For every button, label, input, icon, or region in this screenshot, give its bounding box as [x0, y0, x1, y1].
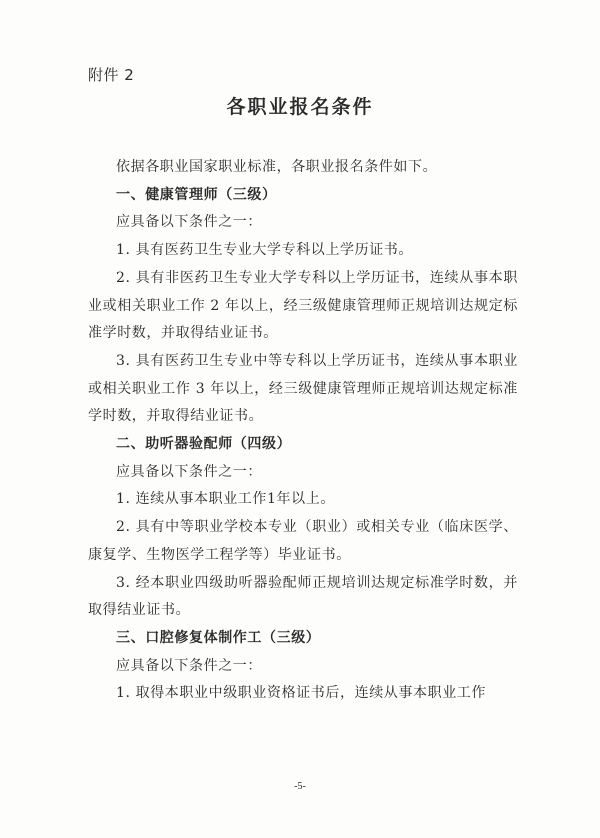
- condition-item: 2. 具有非医药卫生专业大学专科以上学历证书，连续从事本职业或相关职业工作 2 年以上，经三级健康管理师正规培训达规定标准学时数，并取得结业证书。: [88, 269, 518, 342]
- condition-item: 1. 具有医药卫生专业大学专科以上学历证书。: [116, 242, 414, 259]
- section-heading-hearing-aid-fitter: 二、助听器验配师（四级）: [116, 436, 292, 453]
- section-lead: 应具备以下条件之一：: [116, 214, 262, 231]
- attachment-label: 附件 2: [88, 66, 135, 84]
- condition-item: 1. 取得本职业中级职业资格证书后，连续从事本职业工作: [116, 685, 487, 702]
- intro-paragraph: 依据各职业国家职业标准，各职业报名条件如下。: [116, 159, 438, 175]
- condition-item: 3. 经本职业四级助听器验配师正规培训达规定标准学时数，并取得结业证书。: [88, 574, 518, 619]
- document-body: [88, 154, 518, 708]
- section-lead: 应具备以下条件之一：: [116, 657, 262, 674]
- condition-item: 3. 具有医药卫生专业中等专科以上学历证书，连续从事本职业或相关职业工作 3 年以上，经三级健康管理师正规培训达规定标准学时数，并取得结业证书。: [88, 352, 518, 425]
- section-lead: 应具备以下条件之一：: [116, 463, 262, 480]
- section-heading-health-manager: 一、健康管理师（三级）: [116, 186, 277, 203]
- document-title: 各职业报名条件: [226, 96, 374, 118]
- condition-item: 1. 连续从事本职业工作1年以上。: [116, 491, 335, 508]
- condition-item: 2. 具有中等职业学校本专业（职业）或相关专业（临床医学、康复学、生物医学工程学等）毕业证书。: [88, 519, 518, 563]
- page-number: -5-: [294, 781, 306, 792]
- section-heading-dental-prosthesis-maker: 三、口腔修复体制作工（三级）: [116, 629, 321, 646]
